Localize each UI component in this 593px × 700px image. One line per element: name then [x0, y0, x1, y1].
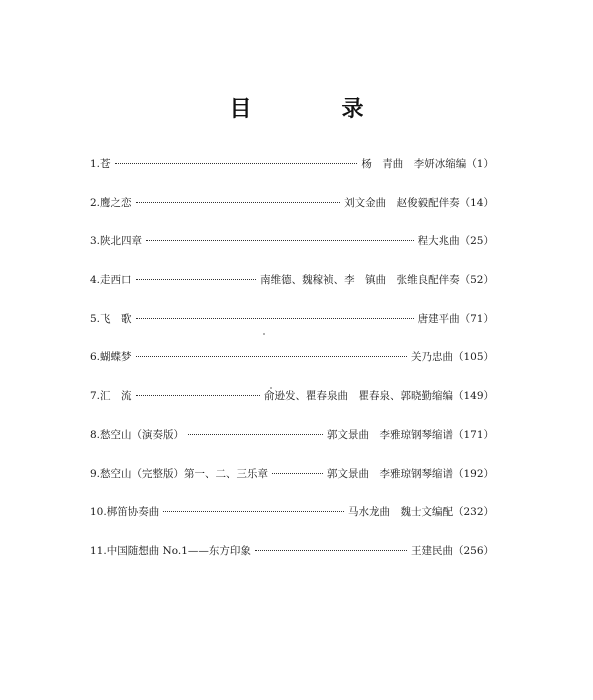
entry-title: 梆笛协奏曲	[106, 506, 160, 519]
toc-entry-11[interactable]	[90, 543, 494, 582]
entry-title: 愁空山（演奏版）	[100, 428, 185, 441]
entry-title: 飞 歌	[100, 312, 132, 325]
entry-title: 中国随想曲 No.1——东方印象	[106, 544, 251, 557]
dot-leader	[136, 356, 407, 357]
entry-credit: 郭文景曲 李雅琼钢琴缩谱	[326, 467, 453, 480]
dot-leader	[146, 240, 414, 241]
dot-leader	[163, 511, 344, 512]
entry-page: （25）	[459, 235, 494, 248]
entry-credit: 王建民曲	[410, 544, 453, 557]
toc-entry-6[interactable]	[90, 349, 494, 388]
entry-title: 蝴蝶梦	[100, 351, 132, 364]
entry-title: 鹰之恋	[100, 196, 132, 209]
entry-page: （149）	[452, 390, 494, 403]
dot-leader	[136, 202, 341, 203]
toc-entry-8[interactable]	[90, 427, 494, 466]
entry-credit: 马水龙曲 魏士文编配	[347, 506, 453, 519]
entry-page: （256）	[452, 544, 494, 557]
entry-credit: 唐建平曲	[417, 312, 460, 325]
dot-leader	[188, 434, 323, 435]
entry-number: 7.	[90, 390, 101, 403]
entry-credit: 刘文金曲 赵俊毅配伴奏	[344, 196, 460, 209]
entry-page: （232）	[452, 506, 494, 519]
table-of-contents	[90, 156, 494, 582]
toc-entry-1[interactable]	[90, 156, 494, 195]
entry-number: 4.	[90, 274, 101, 287]
toc-entry-9[interactable]	[90, 466, 494, 505]
entry-credit: 俞逊发、瞿春泉曲 瞿春泉、郭晓勤缩编	[263, 390, 453, 403]
entry-number: 5.	[90, 312, 101, 325]
dot-leader	[255, 550, 407, 551]
entry-credit: 关乃忠曲	[410, 351, 453, 364]
entry-title: 汇 流	[100, 390, 132, 403]
scan-speck	[270, 387, 272, 389]
entry-credit: 程大兆曲	[417, 235, 460, 248]
entry-credit: 郭文景曲 李雅琼钢琴缩谱	[326, 428, 453, 441]
entry-page: （105）	[452, 351, 494, 364]
toc-entry-2[interactable]	[90, 195, 494, 234]
entry-number: 2.	[90, 196, 101, 209]
toc-entry-7[interactable]	[90, 388, 494, 427]
dot-leader	[136, 279, 257, 280]
scan-speck	[263, 333, 265, 335]
entry-page: （52）	[459, 274, 494, 287]
toc-entry-3[interactable]	[90, 233, 494, 272]
entry-number: 1.	[90, 158, 101, 170]
toc-entry-10[interactable]	[90, 504, 494, 543]
entry-number: 8.	[90, 428, 101, 441]
entry-title: 愁空山（完整版）第一、二、三乐章	[100, 467, 269, 480]
entry-title: 走西口	[100, 274, 132, 287]
entry-credit: 南维德、魏稼祯、李 镇曲 张维良配伴奏	[260, 274, 460, 287]
entry-title: 苍	[100, 158, 111, 170]
dot-leader	[136, 395, 260, 396]
toc-entry-4[interactable]	[90, 272, 494, 311]
entry-credit: 杨 青曲 李妍冰缩编	[361, 158, 467, 170]
dot-leader	[272, 473, 323, 474]
entry-number: 9.	[90, 467, 101, 480]
entry-number: 3.	[90, 235, 101, 248]
dot-leader	[115, 163, 358, 164]
entry-title: 陕北四章	[100, 235, 143, 248]
entry-page: （192）	[452, 467, 494, 480]
entry-page: （1）	[466, 158, 494, 170]
entry-number: 6.	[90, 351, 101, 364]
page-title: 目 录	[229, 97, 398, 122]
toc-entry-5[interactable]	[90, 311, 494, 350]
entry-page: （14）	[459, 196, 494, 209]
dot-leader	[136, 318, 414, 319]
entry-number: 10.	[90, 506, 107, 519]
entry-number: 11.	[90, 544, 107, 557]
entry-page: （171）	[452, 428, 494, 441]
entry-page: （71）	[459, 312, 494, 325]
